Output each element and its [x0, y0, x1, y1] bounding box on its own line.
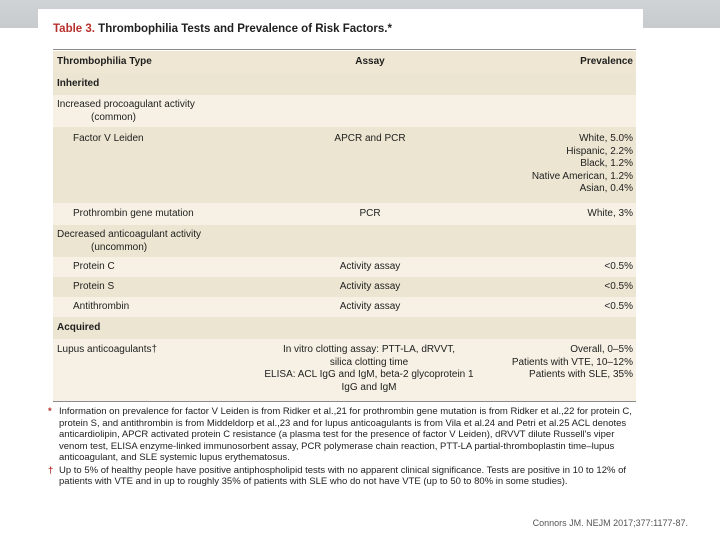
row-assay-prothrombin: PCR: [359, 208, 381, 219]
table-title-text: Thrombophilia Tests and Prevalence of Risk Factors.*: [94, 23, 392, 35]
source-citation: Connors JM. NEJM 2017;377:1177-87.: [532, 518, 688, 528]
fvl-prev-line: Native American, 1.2%: [531, 170, 633, 182]
section-label-inherited: Inherited: [57, 78, 100, 89]
footnote-dagger-text: Up to 5% of healthy people have positive antiphospholipid tests with no apparent clinical significance. Tests are positive in 10 to 12% of patients with VTE and in up to roughly 35% of patients with SLE who do not have VTE (up to 50 to 80% in some studies).: [59, 464, 627, 487]
footnote-star-text: Information on prevalence for factor V Leiden is from Ridker et al.,21 for prothrombin gene mutation is from Ridker et al.,22 for protein C, protein S, and antithrombin is from Middeldorp et al.,23 and for lupus anticoagulants is from Vila et al.24 and Petri et al.25 ACL denotes anticardiolipin, APCR activated protein C resistance (a plasma test for the presence of factor V Leiden), dRVVT dilute Russell's viper venom test, ELISA enzyme-linked immunosorbent assay, PCR polymerase chain reaction, PTT-LA partial-thromboplastin time–lupus anticoagulant, and SLE systemic lupus erythematosus.: [59, 406, 632, 463]
anticoagulant-line2: (uncommon): [91, 241, 148, 253]
section-label-acquired: Acquired: [57, 322, 101, 333]
lupus-assay-line: ELISA: ACL IgG and IgM, beta-2 glycoprotein 1: [264, 369, 474, 380]
row-type-antithrombin: Antithrombin: [73, 301, 130, 312]
row-type-factor-v-leiden: Factor V Leiden: [73, 133, 144, 144]
lupus-prev-line: Patients with VTE, 10–12%: [511, 356, 633, 368]
lupus-prev-line: Overall, 0–5%: [570, 344, 633, 355]
row-assay-factor-v-leiden: APCR and PCR: [334, 133, 406, 144]
procoagulant-line2: (common): [91, 111, 137, 123]
row-type-lupus: Lupus anticoagulants†: [57, 344, 158, 355]
bottom-rule: [53, 401, 636, 402]
table-row-factor-v-leiden: [53, 127, 636, 203]
table-row-procoagulant: [53, 95, 636, 127]
row-prev-protein-s: <0.5%: [604, 281, 633, 292]
table-footnotes: [48, 406, 638, 489]
title-rule: [53, 49, 636, 50]
table-row-prothrombin: [53, 203, 636, 225]
row-label-anticoagulant: [57, 229, 201, 254]
table-row-protein-s: [53, 277, 636, 297]
row-type-protein-c: Protein C: [73, 261, 115, 272]
row-assay-protein-c: Activity assay: [339, 261, 401, 272]
table-header-row: [53, 51, 636, 73]
lupus-assay-line: IgG and IgM: [341, 381, 397, 393]
row-assay-antithrombin: Activity assay: [339, 301, 401, 312]
row-assay-lupus: [258, 344, 480, 394]
footnote-dagger-mark: †: [48, 464, 54, 476]
row-prev-antithrombin: <0.5%: [604, 301, 633, 312]
procoagulant-line1: Increased procoagulant activity: [57, 99, 195, 110]
section-row-inherited: [53, 73, 636, 95]
table-row-anticoagulant: [53, 225, 636, 257]
row-prev-factor-v-leiden: [473, 133, 633, 196]
row-type-protein-s: Protein S: [73, 281, 115, 292]
header-type: Thrombophilia Type: [57, 56, 152, 67]
table-figure: [38, 9, 643, 514]
lupus-assay-line: silica clotting time: [329, 356, 409, 368]
header-prevalence: Prevalence: [580, 56, 633, 67]
fvl-prev-line: Hispanic, 2.2%: [566, 145, 633, 157]
fvl-prev-line: White, 5.0%: [579, 133, 633, 144]
header-assay: Assay: [355, 56, 385, 67]
row-prev-lupus: [473, 344, 633, 382]
row-prev-protein-c: <0.5%: [604, 261, 633, 272]
footnote-dagger: [48, 465, 638, 488]
footnote-star-mark: *: [48, 406, 52, 417]
row-label-procoagulant: [57, 99, 195, 124]
table-row-lupus-anticoagulants: [53, 339, 636, 401]
table-number: Table 3.: [53, 23, 95, 35]
row-assay-protein-s: Activity assay: [339, 281, 401, 292]
fvl-prev-line: Asian, 0.4%: [579, 183, 633, 194]
footnote-star: [48, 406, 638, 464]
row-type-prothrombin: Prothrombin gene mutation: [73, 208, 194, 219]
lupus-assay-line: In vitro clotting assay: PTT-LA, dRVVT,: [282, 344, 456, 355]
section-row-acquired: [53, 317, 636, 339]
lupus-prev-line: Patients with SLE, 35%: [529, 369, 633, 380]
anticoagulant-line1: Decreased anticoagulant activity: [57, 229, 201, 240]
table-title: [53, 23, 392, 35]
table-row-protein-c: [53, 257, 636, 277]
row-prev-prothrombin: White, 3%: [587, 208, 633, 219]
fvl-prev-line: Black, 1.2%: [580, 158, 633, 169]
table-body: [53, 51, 636, 401]
table-row-antithrombin: [53, 297, 636, 317]
